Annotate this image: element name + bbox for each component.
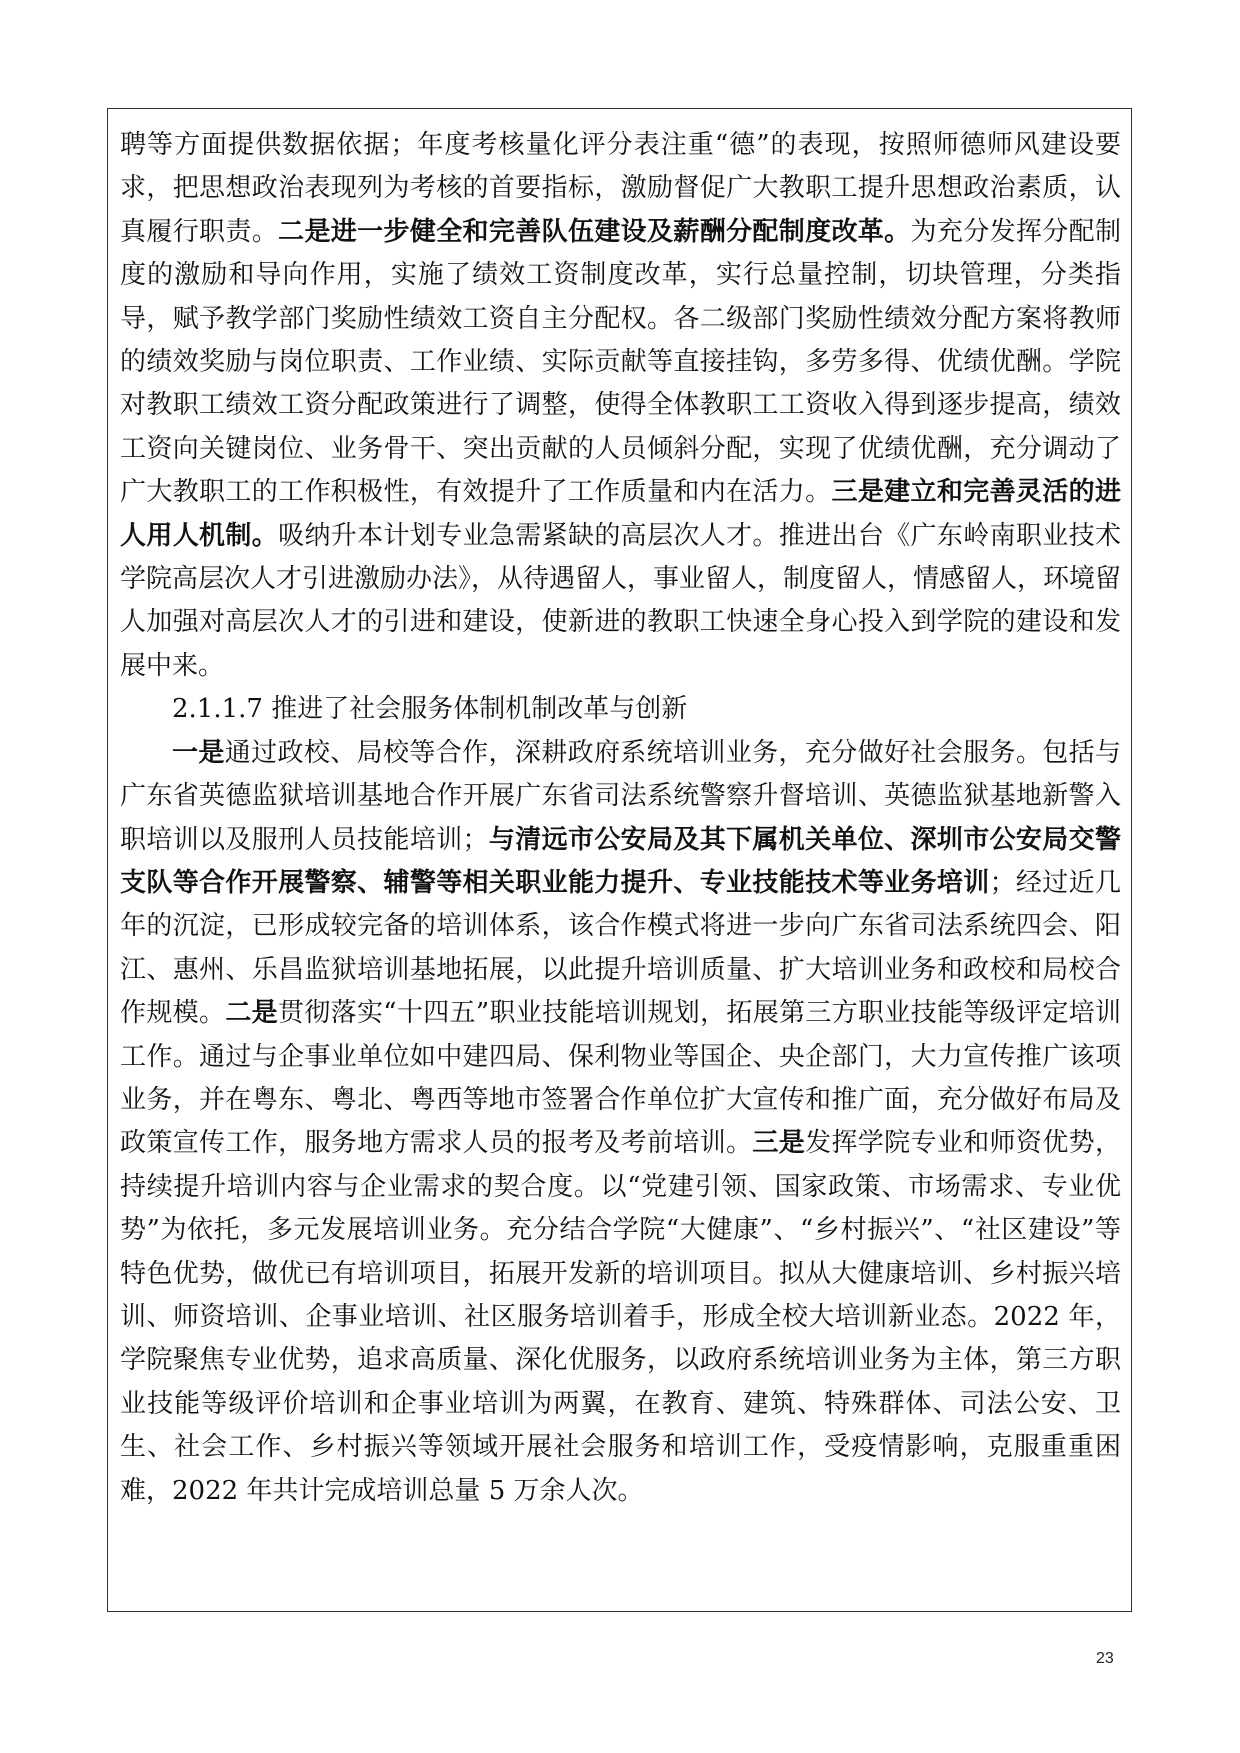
bold-point-three: 三是 — [752, 1128, 806, 1159]
paragraph-text: 发挥学院专业和师资优势，持续提升培训内容与企业需求的契合度。以“党建引领、国家政策、市场需求、专业优势”为依托，多元发展培训业务。充分结合学院“大健康”、“乡村振兴”、“社区建设”等特色优势，做优已有培训项目，拓展开发新的培训项目。拟从大健康培训、乡村振兴培训、师资培训、企事业培训、社区服务培训着手，形成全校大培训新业态。2022 年，学院聚焦专业优势，追求高质量、深化优服务，以政府系统培训业务为主体，第三方职业技能等级评价培训和企事业培训为两翼，在教育、建筑、特殊群体、司法公安、卫生、社会工作、乡村振兴等领域开展社会服务和培训工作，受疫情影响，克服重重困难，2022 年共计完成培训总量 5 万余人次。 — [120, 1128, 1121, 1506]
paragraph-personnel-reform — [120, 124, 1121, 688]
bold-point-three: 三是建立和完善灵活的进人用人机制。 — [120, 477, 1121, 551]
paragraph-social-service — [120, 732, 1121, 1513]
bold-point-two: 二是 — [225, 998, 278, 1029]
bold-police-training: 与清远市公安局及其下属机关单位、深圳市公安局交警支队等合作开展警察、辅警等相关职业能力提升、专业技能技术等业务培训 — [120, 824, 1121, 898]
bold-point-two: 二是进一步健全和完善队伍建设及薪酬分配制度改革。 — [278, 216, 911, 247]
content-frame — [107, 108, 1132, 1612]
page-number: 23 — [1096, 1650, 1114, 1667]
bold-point-one: 一是 — [172, 737, 225, 768]
paragraph-text: 为充分发挥分配制度的激励和导向作用，实施了绩效工资制度改革，实行总量控制，切块管理，分类指导，赋予教学部门奖励性绩效工资自主分配权。各二级部门奖励性绩效分配方案将教师的绩效奖励与岗位职责、工作业绩、实际贡献等直接挂钩，多劳多得、优绩优酬。学院对教职工绩效工资分配政策进行了调整，使得全体教职工工资收入得到逐步提高，绩效工资向关键岗位、业务骨干、突出贡献的人员倾斜分配，实现了优绩优酬，充分调动了广大教职工的工作积极性，有效提升了工作质量和内在活力。 — [120, 216, 1121, 508]
paragraph-text: ；经过近几年的沉淀，已形成较完备的培训体系，该合作模式将进一步向广东省司法系统四会、阳江、惠州、乐昌监狱培训基地拓展，以此提升培训质量、扩大培训业务和政校和局校合作规模。 — [120, 867, 1121, 1029]
paragraph-text: 聘等方面提供数据依据；年度考核量化评分表注重“德”的表现，按照师德师风建设要求，把思想政治表现列为考核的首要指标，激励督促广大教职工提升思想政治素质，认真履行职责。 — [120, 130, 1121, 247]
paragraph-text: 吸纳升本计划专业急需紧缺的高层次人才。推进出台《广东岭南职业技术学院高层次人才引进激励办法》，从待遇留人，事业留人，制度留人，情感留人，环境留人加强对高层次人才的引进和建设，使新进的教职工快速全身心投入到学院的建设和发展中来。 — [120, 520, 1122, 681]
section-heading: 2.1.1.7 推进了社会服务体制机制改革与创新 — [172, 694, 688, 725]
paragraph-text: 通过政校、局校等合作，深耕政府系统培训业务，充分做好社会服务。包括与广东省英德监狱培训基地合作开展广东省司法系统警察升督培训、英德监狱基地新警入职培训以及服刑人员技能培训； — [120, 737, 1121, 855]
paragraph-text: 贯彻落实“十四五”职业技能培训规划，拓展第三方职业技能等级评定培训工作。通过与企事业单位如中建四局、保利物业等国企、央企部门，大力宣传推广该项业务，并在粤东、粤北、粤西等地市签署合作单位扩大宣传和推广面，充分做好布局及政策宣传工作，服务地方需求人员的报考及考前培训。 — [120, 998, 1121, 1159]
